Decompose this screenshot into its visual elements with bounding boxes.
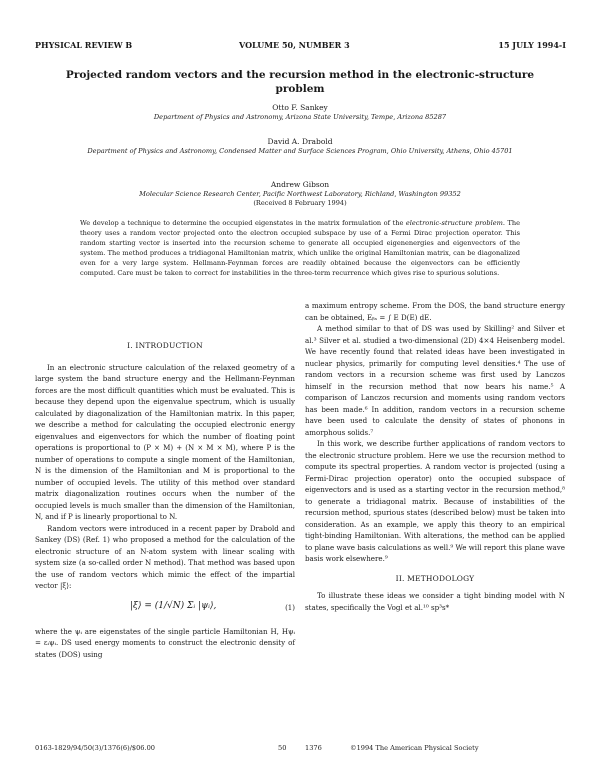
section-heading: I. INTRODUCTION xyxy=(127,341,203,350)
paragraph: a maximum entropy scheme. From the DOS, the band structure energy can be obtained, Eᵦₛ = ∫ E D(E) dE. xyxy=(305,301,565,322)
running-header xyxy=(35,40,566,54)
paragraph: Random vectors were introduced in a recent paper by Drabold and Sankey (DS) (Ref. 1) who proposed a method for the calculation of the electronic structure of an N-atom system with linear scaling with system size (a so-called order N method). That method was based upon the use of random vectors which mimic the effect of the impartial vector |ξ⟩: xyxy=(35,523,295,590)
author-block-3 xyxy=(40,180,560,208)
volume-number: VOLUME 50, NUMBER 3 xyxy=(239,40,350,50)
paragraph: In an electronic structure calculation of the relaxed geometry of a large system the band structure energy and the Hellmann-Feynman forces are the most difficult quantities which must be evaluated. This is because they depend upon the eigenvalue spectrum, which is usually calculated by diagonalization of the Hamiltonian matrix. In this paper, we describe a method for calculating the occupied electronic energy eigenvalues and eigenvectors for which the number of floating point operations is proportional to (P × M) + (N × M × M), where P is the number of operations to compute a single moment of the Hamiltonian, N is the dimension of the Hamiltonian and M is proportional to the number of occupied levels. The utility of this method over standard matrix diagonalization routines occurs when the number of the occupied levels is much smaller than the dimension of the Hamiltonian, N, and if P is linearly proportional to N. xyxy=(35,362,295,521)
author-affiliation: Department of Physics and Astronomy, Arizona State University, Tempe, Arizona 85287 xyxy=(153,113,447,121)
journal-name: PHYSICAL REVIEW B xyxy=(35,40,133,50)
author-block-2 xyxy=(40,137,560,156)
footer-code: 0163-1829/94/50(3)/1376(6)/$06.00 xyxy=(35,744,155,752)
received-date: (Received 8 February 1994) xyxy=(253,199,347,207)
abstract-text: We develop a technique to determine the occupied eigenstates in the matrix formulation of the xyxy=(80,219,404,227)
author-name: Andrew Gibson xyxy=(270,180,330,189)
left-column xyxy=(35,340,295,660)
abstract-italic: electronic-structure problem. xyxy=(405,219,505,227)
paragraph: To illustrate these ideas we consider a tight binding model with N states, specifically the Vogl et al.¹⁰ sp³s* xyxy=(305,591,565,612)
footer-page-number: 1376 xyxy=(305,744,322,752)
paragraph: where the ψᵢ are eigenstates of the single particle Hamiltonian H, Hψᵢ = εᵢψᵢ. DS used energy moments to construct the electronic density of states (DOS) using xyxy=(35,626,295,659)
issue-date: 15 JULY 1994-I xyxy=(498,40,566,50)
paper-title: Projected random vectors and the recursion method in the electronic-structure problem xyxy=(65,69,535,95)
author-affiliation: Department of Physics and Astronomy, Condensed Matter and Surface Sciences Program, Ohio University, Athens, Ohio 45701 xyxy=(87,147,513,155)
author-name: Otto F. Sankey xyxy=(272,103,328,112)
author-block-1 xyxy=(40,103,560,122)
paragraph: A method similar to that of DS was used by Skilling² and Silver et al.³ Silver et al. studied a two-dimensional (2D) 4×4 Heisenberg model. We have recently found that related ideas have been investigated in nuclear physics, primarily for computing level densities.⁴ The use of random vectors in a recursion scheme was first used by Lanczos himself in the recursion method that now bears his name.⁵ A comparison of Lanczos recursion and moments using random vectors has been made.⁶ In addition, random vectors in a recursion scheme have been used to calculate the density of states of phonons in amorphous solids.⁷ xyxy=(305,324,565,437)
footer-volume: 50 xyxy=(278,744,287,752)
section-heading: II. METHODOLOGY xyxy=(395,573,475,583)
author-affiliation: Molecular Science Research Center, Pacific Northwest Laboratory, Richland, Washington 99352 xyxy=(139,190,461,198)
equation-number: (1) xyxy=(285,603,295,612)
paragraph: In this work, we describe further applications of random vectors to the electronic structure problem. Here we use the recursion method to compute its spectral properties. A random vector is projected (using a Fermi-Dirac projection operator) onto the occupied subspace of eigenvectors and is used as a starting vector in the recursion method,⁸ to generate a tridiagonal matrix. Because of instabilities of the recursion method, spurious states (described below) must be taken into consideration. As an example, we apply this theory to an empirical tight-binding Hamiltonian. With alterations, the method can be applied to plane wave basis calculations as well.⁹ We will report this plane wave basis work elsewhere.⁹ xyxy=(305,439,565,563)
abstract-text: The theory uses a random vector projected onto the electron occupied subspace by use of a Fermi Dirac projection operator. This random starting vector is inserted into the recursion scheme to generate all occupied eigenenergies and eigenvectors of the system. The method produces a tridiagonal Hamiltonian matrix, which unlike the original Hamiltonian matrix, can be diagonalized even for a very large system. Hellmann-Feynman forces are readily obtained because the eigenvectors can be efficiently computed. Care must be taken to correct for instabilities in the three-term recurrence which gives rise to spurious solutions. xyxy=(80,219,520,277)
equation xyxy=(35,596,295,622)
author-name: David A. Drabold xyxy=(267,137,333,146)
abstract xyxy=(80,218,520,278)
footer-copyright: ©1994 The American Physical Society xyxy=(350,744,479,752)
right-column xyxy=(305,300,565,613)
equation-body: |ξ⟩ = (1/√N) Σᵢ |ψᵢ⟩, xyxy=(130,600,217,611)
